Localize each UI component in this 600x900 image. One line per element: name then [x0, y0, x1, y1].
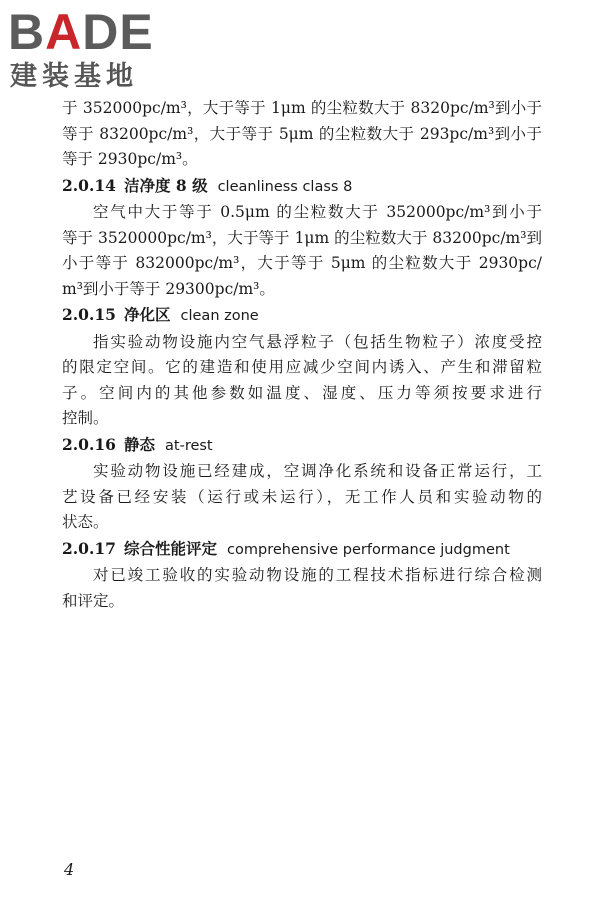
paragraph-line: 控制。 — [62, 409, 109, 427]
paragraph-line: 和评定。 — [62, 591, 125, 610]
paragraph-line: 于 352000pc/m³，大于等于 1μm 的尘粒数大于 8320pc/m³到小于 — [62, 99, 542, 117]
bade-logo — [8, 6, 178, 92]
paragraph-line: 空气中大于等于 0.5μm 的尘粒数大于 352000pc/m³到小于 — [93, 203, 542, 221]
term-heading-2-0-14: 2.0.14 洁净度 8 级 cleanliness class 8 — [62, 175, 353, 195]
term-heading-2-0-17: 2.0.17 综合性能评定 comprehensive performance judgment — [62, 538, 510, 558]
paragraph-line: 艺设备已经安装（运行或未运行），无工作人员和实验动物的 — [62, 487, 542, 506]
paragraph-line: 指实验动物设施内空气悬浮粒子（包括生物粒子）浓度受控 — [93, 332, 542, 351]
document-body — [62, 96, 542, 614]
paragraph-line: 等于 3520000pc/m³，大于等于 1μm 的尘粒数大于 83200pc/m³到 — [62, 228, 542, 247]
paragraph-line: 的限定空间。它的建造和使用应减少空间内诱入、产生和滞留粒 — [62, 358, 542, 376]
logo-wordmark: BADE — [8, 4, 154, 60]
paragraph-line: 等于 2930pc/m³。 — [62, 150, 198, 168]
paragraph-line: 小于等于 832000pc/m³，大于等于 5μm 的尘粒数大于 2930pc/ — [62, 254, 542, 272]
paragraph-line: 状态。 — [62, 513, 109, 531]
logo-subtitle: 建装基地 — [10, 61, 138, 92]
paragraph-line: 对已竣工验收的实验动物设施的工程技术指标进行综合检测 — [93, 566, 542, 584]
paragraph-line: 等于 83200pc/m³，大于等于 5μm 的尘粒数大于 293pc/m³到小于 — [62, 124, 542, 143]
page-number: 4 — [64, 860, 75, 879]
term-heading-2-0-16: 2.0.16 静态 at-rest — [62, 434, 213, 454]
term-heading-2-0-15: 2.0.15 净化区 clean zone — [62, 305, 259, 324]
paragraph-line: 子。空间内的其他参数如温度、湿度、压力等须按要求进行 — [62, 383, 542, 402]
paragraph-line: m³到小于等于 29300pc/m³。 — [62, 279, 275, 298]
paragraph-line: 实验动物设施已经建成，空调净化系统和设备正常运行，工 — [93, 462, 542, 480]
